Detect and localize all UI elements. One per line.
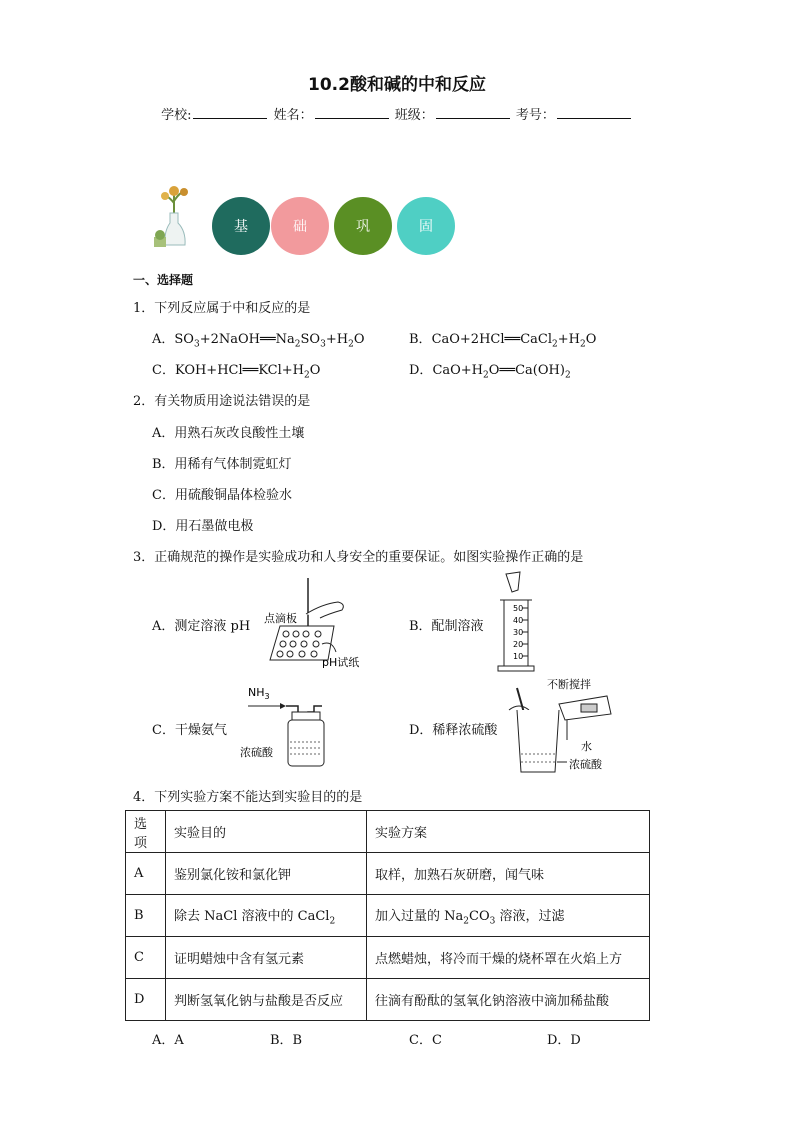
header-goal: 实验目的 (166, 811, 367, 853)
q2-option-c[interactable]: C．用硫酸铜晶体检验水 (152, 488, 292, 503)
badge-gong: 巩 (334, 197, 392, 255)
q1-option-a[interactable]: A．$SO_3+2NaOH══Na_2SO_3+H_2O$ (152, 332, 365, 350)
row-plan: 点燃蜡烛，将冷而干燥的烧杯罩在火焰上方 (367, 937, 650, 979)
row-option: C (126, 937, 166, 979)
cylinder-figure (492, 570, 542, 674)
conc-acid-label-c: 浓硫酸 (240, 746, 273, 759)
student-info-line (0, 104, 794, 123)
table-row (126, 979, 650, 1021)
section-heading: 一、选择题 (133, 273, 194, 287)
header-option: 选项 (126, 811, 166, 853)
name-blank[interactable] (315, 106, 389, 119)
tick-10: 10 (513, 652, 524, 661)
class-label: 班级： (394, 108, 434, 123)
number-label: 考号： (515, 108, 555, 123)
table-row (126, 853, 650, 895)
row-goal: 鉴别氯化铵和氯化钾 (166, 853, 367, 895)
name-label: 姓名： (273, 108, 313, 123)
school-label: 学校: (161, 108, 192, 123)
q3-stem: 3．正确规范的操作是实验成功和人身安全的重要保证。如图实验操作正确的是 (133, 550, 584, 565)
gas-drying-figure (238, 682, 328, 772)
table-header-row (126, 811, 650, 853)
row-plan: 往滴有酚酞的氢氧化钠溶液中滴加稀盐酸 (367, 979, 650, 1021)
badge-chu: 础 (271, 197, 329, 255)
q2-option-b[interactable]: B．用稀有气体制霓虹灯 (152, 457, 292, 472)
q4-stem: 4．下列实验方案不能达到实验目的的是 (133, 790, 363, 805)
class-blank[interactable] (436, 106, 510, 119)
row-plan: 加入过量的 $Na_2CO_3$ 溶液，过滤 (367, 895, 650, 937)
plant-vase-icon (152, 183, 202, 255)
table-row (126, 895, 650, 937)
q2-option-a[interactable]: A．用熟石灰改良酸性土壤 (152, 426, 305, 441)
tick-40: 40 (513, 616, 524, 625)
q4-answer-b[interactable]: B．B (270, 1033, 303, 1048)
q2-option-d[interactable]: D．用石墨做电极 (152, 519, 254, 534)
q1-option-d[interactable]: D．$CaO+H_2O══Ca(OH)_2$ (409, 363, 571, 381)
tick-20: 20 (513, 640, 524, 649)
tick-50: 50 (513, 604, 524, 613)
table-row (126, 937, 650, 979)
q3-option-b[interactable]: B．配制溶液 (409, 619, 484, 634)
q3-option-a[interactable]: A．测定溶液 pH (152, 619, 251, 634)
q1-stem: 1．下列反应属于中和反应的是 (133, 301, 311, 316)
plate-label: 点滴板 (264, 612, 297, 625)
q2-stem: 2．有关物质用途说法错误的是 (133, 394, 311, 409)
q4-answer-a[interactable]: A．A (152, 1033, 184, 1048)
row-option: D (126, 979, 166, 1021)
badge-ji: 基 (212, 197, 270, 255)
number-blank[interactable] (557, 106, 631, 119)
q1-option-c[interactable]: C．$KOH+HCl══KCl+H_2O$ (152, 363, 321, 381)
q1-option-b[interactable]: B．$CaO+2HCl══CaCl_2+H_2O$ (409, 332, 597, 350)
row-goal: 除去 NaCl 溶液中的 CaCl$_2$ (166, 895, 367, 937)
dilution-figure (505, 674, 625, 774)
ph-paper-label: pH试纸 (322, 656, 360, 669)
conc-acid-label-d: 浓硫酸 (569, 758, 602, 771)
stir-label: 不断搅拌 (547, 678, 591, 691)
badge-gu: 固 (397, 197, 455, 255)
q3-option-d[interactable]: D．稀释浓硫酸 (409, 723, 498, 738)
row-goal: 判断氢氧化钠与盐酸是否反应 (166, 979, 367, 1021)
water-label: 水 (581, 740, 592, 753)
row-option: A (126, 853, 166, 895)
page-title: 10.2酸和碱的中和反应 (308, 75, 486, 95)
q4-answer-d[interactable]: D．D (547, 1033, 581, 1048)
row-plan: 取样，加熟石灰研磨，闻气味 (367, 853, 650, 895)
q4-answer-c[interactable]: C．C (409, 1033, 442, 1048)
row-goal: 证明蜡烛中含有氢元素 (166, 937, 367, 979)
experiment-table (125, 810, 650, 1021)
header-plan: 实验方案 (367, 811, 650, 853)
row-option: B (126, 895, 166, 937)
nh3-label: $NH_3$ (248, 686, 270, 701)
school-blank[interactable] (193, 106, 267, 119)
tick-30: 30 (513, 628, 524, 637)
q3-option-c[interactable]: C．干燥氨气 (152, 723, 227, 738)
ph-test-figure (262, 574, 372, 672)
